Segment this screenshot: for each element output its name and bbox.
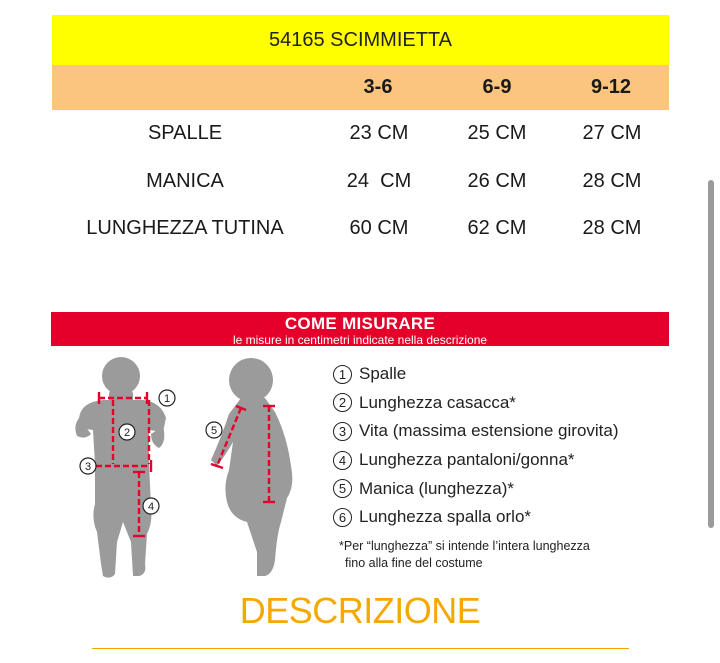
guide-header xyxy=(51,312,669,346)
legend-label: Lunghezza casacca* xyxy=(359,392,516,412)
guide-subtitle: le misure in centimetri indicate nella descrizione xyxy=(232,333,488,347)
measurement-legend xyxy=(333,360,619,532)
description-divider xyxy=(92,648,629,649)
figure-number-3: 3 xyxy=(84,461,92,473)
legend-item xyxy=(333,389,619,418)
legend-label: Spalle xyxy=(359,364,407,384)
guide-title: COME MISURARE xyxy=(284,314,436,333)
table-row xyxy=(0,217,720,247)
product-title: 54165 SCIMMIETTA xyxy=(268,28,453,51)
legend-number: 6 xyxy=(333,508,352,527)
product-title-bar xyxy=(52,15,669,65)
legend-number: 3 xyxy=(333,422,352,441)
table-row xyxy=(0,170,720,200)
cell: 60 CM xyxy=(349,217,409,239)
length-footnote xyxy=(339,538,679,572)
row-label: SPALLE xyxy=(147,122,223,144)
description-heading: DESCRIZIONE xyxy=(239,590,481,631)
legend-label: Lunghezza spalla orlo* xyxy=(359,507,532,527)
row-label: MANICA xyxy=(146,170,224,192)
legend-label: Manica (lunghezza)* xyxy=(359,478,514,498)
footnote-line-2: fino alla fine del costume xyxy=(345,556,483,570)
cell: 62 CM xyxy=(467,217,527,239)
cell: 23 CM xyxy=(349,122,409,144)
legend-number: 2 xyxy=(333,393,352,412)
cell: 28 CM xyxy=(582,217,642,239)
cell: 27 CM xyxy=(582,122,642,144)
size-table xyxy=(52,15,669,110)
footnote-line-1: *Per “lunghezza” si intende l’intera lunghezza xyxy=(339,539,590,553)
legend-item xyxy=(333,474,619,503)
row-label: LUNGHEZZA TUTINA xyxy=(86,217,284,239)
figure-number-4: 4 xyxy=(147,501,155,513)
legend-label: Vita (massima estensione girovita) xyxy=(359,421,619,441)
legend-label: Lunghezza pantaloni/gonna* xyxy=(359,450,575,470)
legend-item xyxy=(333,417,619,446)
child-figures-illustration xyxy=(51,346,331,586)
figure-number-2: 2 xyxy=(123,427,131,439)
legend-number: 1 xyxy=(333,365,352,384)
legend-number: 4 xyxy=(333,451,352,470)
size-header-3-6: 3-6 xyxy=(363,76,393,98)
scrollbar[interactable] xyxy=(708,180,714,528)
legend-item xyxy=(333,503,619,532)
size-header-row xyxy=(52,65,669,110)
cell: 26 CM xyxy=(467,170,527,192)
size-header-6-9: 6-9 xyxy=(482,76,512,98)
legend-item xyxy=(333,360,619,389)
table-row xyxy=(0,122,720,152)
cell: 24 CM xyxy=(346,170,412,192)
legend-item xyxy=(333,446,619,475)
cell: 25 CM xyxy=(467,122,527,144)
size-header-9-12: 9-12 xyxy=(590,76,632,98)
measurement-guide xyxy=(51,312,669,570)
legend-number: 5 xyxy=(333,479,352,498)
cell: 28 CM xyxy=(582,170,642,192)
figure-number-5: 5 xyxy=(210,425,218,437)
figure-number-1: 1 xyxy=(163,393,171,405)
